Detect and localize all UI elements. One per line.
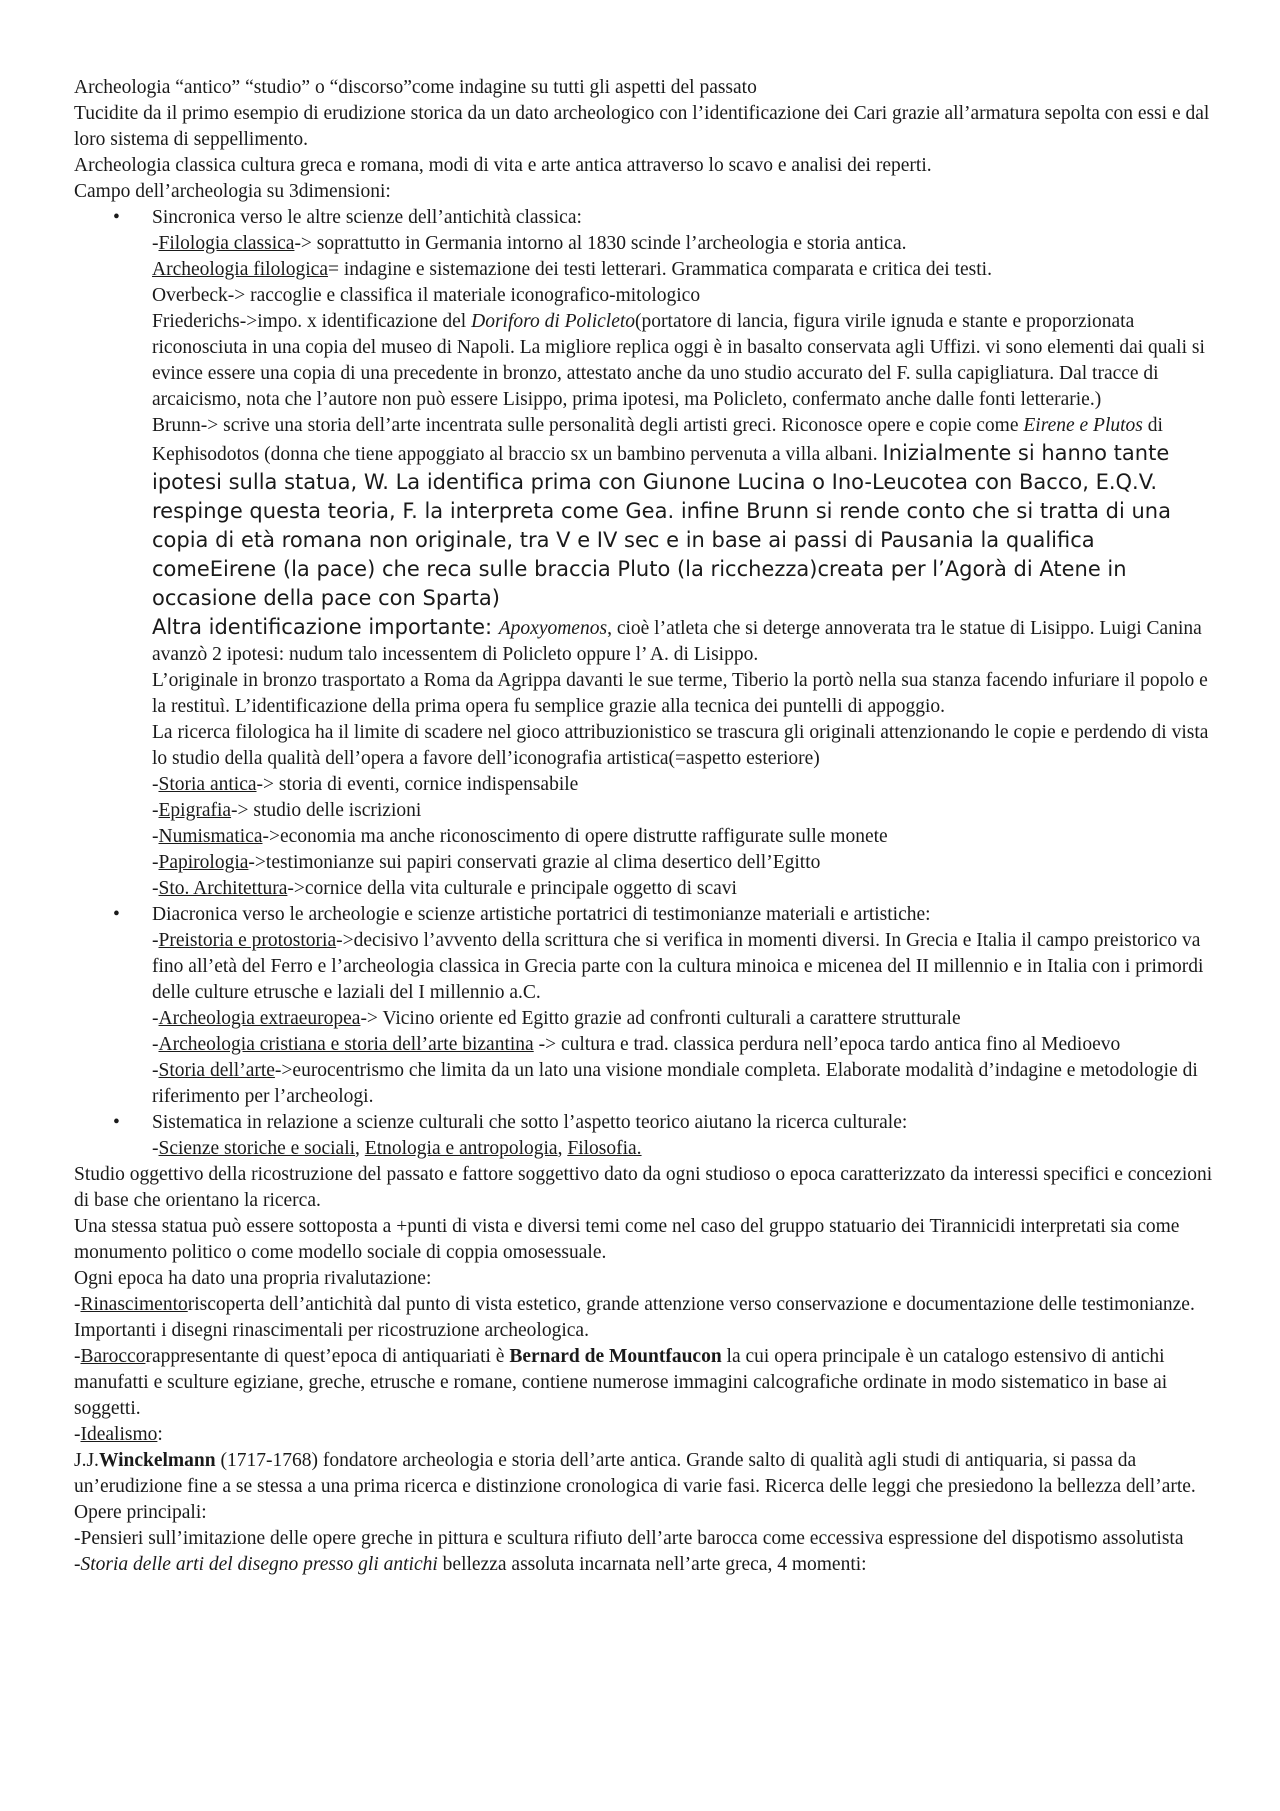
bullet-diacronica	[113, 902, 1214, 928]
paragraph-pensieri: -Pensieri sull’imitazione delle opere greche in pittura e scultura rifiuto dell’arte barocca come eccessiva espressione del dispotismo assolutista	[74, 1528, 1184, 1549]
term-barocco: Barocco	[80, 1346, 146, 1367]
term-archeologia-filologica: Archeologia filologica	[152, 259, 328, 280]
line-storia-antica: -Storia antica-> storia di eventi, cornice indispensabile	[152, 774, 579, 795]
title-doriforo: Doriforo di Policleto	[471, 311, 636, 332]
bullet-dot: •	[113, 904, 120, 925]
term-filologia-classica: Filologia classica	[158, 233, 295, 254]
paragraph-tucidide: Tucidite da il primo esempio di erudizione storica da un dato archeologico con l’identificazione dei Cari grazie all’armatura sepolta con essi e dal loro sistema di seppellimento.	[74, 103, 1210, 150]
term-etnologia: Etnologia e antropologia	[364, 1138, 558, 1159]
sans-text-altra: Altra identificazione importante:	[152, 615, 499, 639]
paragraph-ricerca: La ricerca filologica ha il limite di scadere nel gioco attribuzionistico se trascura gli originali attenzionando le copie e perdendo di vista lo studio della qualità dell’opera a favore dell’iconografia artistica(=aspetto esteriore)	[152, 722, 1209, 769]
term-epigrafia: Epigrafia	[158, 800, 232, 821]
paragraph-cristiana: -Archeologia cristiana e storia dell’arte bizantina -> cultura e trad. classica perdura nell’epoca tardo antica fino al Medioevo	[152, 1034, 1121, 1055]
bullet-sistematica	[113, 1110, 1214, 1136]
paragraph-storia-arte: -Storia dell’arte->eurocentrismo che limita da un lato una visione mondiale completa. Elaborate modalità d’indagine e metodologie di riferimento per l’archeologi.	[152, 1060, 1198, 1107]
paragraph-intro: Archeologia “antico” “studio” o “discorso”come indagine su tutti gli aspetti del passato	[74, 77, 757, 98]
line-numismatica: -Numismatica->economia ma anche riconoscimento di opere distrutte raffigurate sulle monete	[152, 826, 888, 847]
term-filosofia: Filosofia.	[567, 1138, 642, 1159]
line-filologia: -Filologia classica-> soprattutto in Germania intorno al 1830 scinde l’archeologia e storia antica.	[152, 233, 907, 254]
paragraph-rinascimento: -Rinascimentoriscoperta dell’antichità dal punto di vista estetico, grande attenzione verso conservazione e documentazione delle testimonianze. Importanti i disegni rinascimentali per ricostruzione archeologica.	[74, 1294, 1195, 1341]
line-archeologia-filologica: Archeologia filologica= indagine e sistemazione dei testi letterari. Grammatica comparata e critica dei testi.	[152, 259, 992, 280]
paragraph-storia-arti: -Storia delle arti del disegno presso gli antichi bellezza assoluta incarnata nell’arte greca, 4 momenti:	[74, 1554, 867, 1575]
term-idealismo: Idealismo	[80, 1424, 158, 1445]
paragraph-preistoria: -Preistoria e protostoria->decisivo l’avvento della scrittura che si verifica in momenti diversi. In Grecia e Italia il campo preistorico va fino all’età del Ferro e l’archeologia classica in Grecia parte con la cultura minoica e micenea del II millennio e in Italia con i primordi delle culture etrusche e laziali del I millennio a.C.	[152, 930, 1204, 1003]
paragraph-apoxyomenos: Altra identificazione importante: Apoxyomenos, cioè l’atleta che si deterge annoverata tra le statue di Lisippo. Luigi Canina avanzò 2 ipotesi: nudum talo incessentem di Policleto oppure l’ A. di Lisippo.	[152, 615, 1202, 665]
sistematica-content	[152, 1136, 1214, 1162]
paragraph-winckelmann: J.J.Winckelmann (1717-1768) fondatore archeologia e storia dell’arte antica. Grande salto di qualità agli studi di antiquaria, si passa da un’erudizione fine a se stessa a una prima ricerca e distinzione cronologica di varie fasi. Ricerca delle leggi che presiedono la bellezza dell’arte. Opere principali:	[74, 1450, 1196, 1523]
bullet-dot: •	[113, 207, 120, 228]
bullet-title: Sistematica in relazione a scienze culturali che sotto l’aspetto teorico aiutano la ricerca culturale:	[152, 1112, 908, 1133]
line-idealismo: -Idealismo:	[74, 1424, 163, 1445]
paragraph-barocco: -Baroccorappresentante di quest’epoca di antiquariati è Bernard de Mountfaucon la cui opera principale è un catalogo estensivo di antichi manufatti e sculture egiziane, greche, etrusche e romane, contiene numerose immagini calcografiche ordinate in modo sistematico in base ai soggetti.	[74, 1346, 1168, 1419]
paragraph-brunn: Brunn-> scrive una storia dell’arte incentrata sulle personalità degli artisti greci. Riconosce opere e copie come Eirene e Plutos di Kephisodotos (donna che tiene appoggiato al braccio sx un bambino pervenuta a villa albani. Inizialmente si hanno tante ipotesi sulla statua, W. La identifica prima con Giunone Lucina o Ino-Leucotea con Bacco, E.Q.V. respinge questa teoria, F. la interpreta come Gea. infine Brunn si rende conto che si tratta di una copia di età romana non originale, tra V e IV sec e in base ai passi di Pausania la qualifica comeEirene (la pace) che reca sulle braccia Pluto (la ricchezza)creata per l’Agorà di Atene in occasione della pace con Sparta)	[152, 415, 1171, 610]
bullet-dot: •	[113, 1112, 120, 1133]
name-winckelmann: Winckelmann	[98, 1450, 216, 1471]
line-extraeuropea: -Archeologia extraeuropea-> Vicino oriente ed Egitto grazie ad confronti culturali a carattere strutturale	[152, 1008, 961, 1029]
bullet-title: Sincronica verso le altre scienze dell’antichità classica:	[152, 207, 582, 228]
term-storia-antica: Storia antica	[158, 774, 257, 795]
paragraph-friederichs: Friederichs->impo. x identificazione del Doriforo di Policleto(portatore di lancia, figura virile ignuda e stante e proporzionata riconosciuta in una copia del museo di Napoli. La migliore replica oggi è in basalto conservata agli Uffizi. vi sono elementi dai quali si evince essere una copia di una precedente in bronzo, attestato anche da uno studio accurato del F. sulla capigliatura. Dal tracce di arcaicismo, nota che l’autore non può essere Lisippo, prima ipotesi, ma Policleto, confermato anche dalle fonti letterarie.)	[152, 311, 1205, 410]
term-scienze-storiche: Scienze storiche e sociali	[158, 1138, 356, 1159]
document-body	[74, 75, 1214, 1578]
title-eirene: Eirene e Plutos	[1023, 415, 1143, 436]
term-cristiana: Archeologia cristiana e storia dell’arte bizantina	[158, 1034, 534, 1055]
diacronica-content	[152, 928, 1214, 1110]
line-scienze: -Scienze storiche e sociali, Etnologia e antropologia, Filosofia.	[152, 1138, 642, 1159]
line-architettura: -Sto. Architettura->cornice della vita culturale e principale oggetto di scavi	[152, 878, 737, 899]
name-montfaucon: Bernard de Mountfaucon	[509, 1346, 722, 1367]
term-numismatica: Numismatica	[158, 826, 263, 847]
paragraph-ogni-epoca: Ogni epoca ha dato una propria rivalutazione:	[74, 1268, 432, 1289]
paragraph-archeologia-classica: Archeologia classica cultura greca e romana, modi di vita e arte antica attraverso lo scavo e analisi dei reperti.	[74, 155, 932, 176]
line-papirologia: -Papirologia->testimonianze sui papiri conservati grazie al clima desertico dell’Egitto	[152, 852, 821, 873]
bullet-title: Diacronica verso le archeologie e scienze artistiche portatrici di testimonianze materiali e artistiche:	[152, 904, 931, 925]
title-storia-arti: -Storia delle arti del disegno presso gli antichi	[74, 1554, 438, 1575]
paragraph-studio-oggettivo: Studio oggettivo della ricostruzione del passato e fattore soggettivo dato da ogni studioso o epoca caratterizzato da interessi specifici e concezioni di base che orientano la ricerca.	[74, 1164, 1213, 1211]
sans-text-ipotesi: Inizialmente si hanno tante ipotesi sulla statua, W. La identifica prima con Giunone Lucina o Ino-Leucotea con Bacco, E.Q.V. respinge questa teoria, F. la interpreta come Gea. infine Brunn si rende conto che si tratta di una copia di età romana non originale, tra V e IV sec e in base ai passi di Pausania la qualifica comeEirene (la pace) che reca sulle braccia Pluto (la ricchezza)creata per l’Agorà di Atene in occasione della pace con Sparta)	[152, 441, 1171, 610]
paragraph-campo: Campo dell’archeologia su 3dimensioni:	[74, 181, 391, 202]
paragraph-tirannicidi: Una stessa statua può essere sottoposta a +punti di vista e diversi temi come nel caso del gruppo statuario dei Tirannicidi interpretati sia come monumento politico o come modello sociale di coppia omosessuale.	[74, 1216, 1180, 1263]
term-extraeuropea: Archeologia extraeuropea	[158, 1008, 361, 1029]
line-overbeck: Overbeck-> raccoglie e classifica il materiale iconografico-mitologico	[152, 285, 701, 306]
sincronica-content	[152, 231, 1214, 902]
paragraph-originale: L’originale in bronzo trasportato a Roma da Agrippa davanti le sue terme, Tiberio la portò nella sua stanza facendo infuriare il popolo e la restituì. L’identificazione della prima opera fu semplice grazie alla tecnica dei puntelli di appoggio.	[152, 670, 1208, 717]
title-apoxyomenos: Apoxyomenos	[498, 618, 608, 639]
term-preistoria: Preistoria e protostoria	[158, 930, 337, 951]
term-sto-architettura: Sto. Architettura	[158, 878, 288, 899]
bullet-sincronica	[113, 205, 1214, 231]
term-storia-arte: Storia dell’arte	[158, 1060, 275, 1081]
term-papirologia: Papirologia	[158, 852, 249, 873]
term-rinascimento: Rinascimento	[80, 1294, 188, 1315]
line-epigrafia: -Epigrafia-> studio delle iscrizioni	[152, 800, 422, 821]
